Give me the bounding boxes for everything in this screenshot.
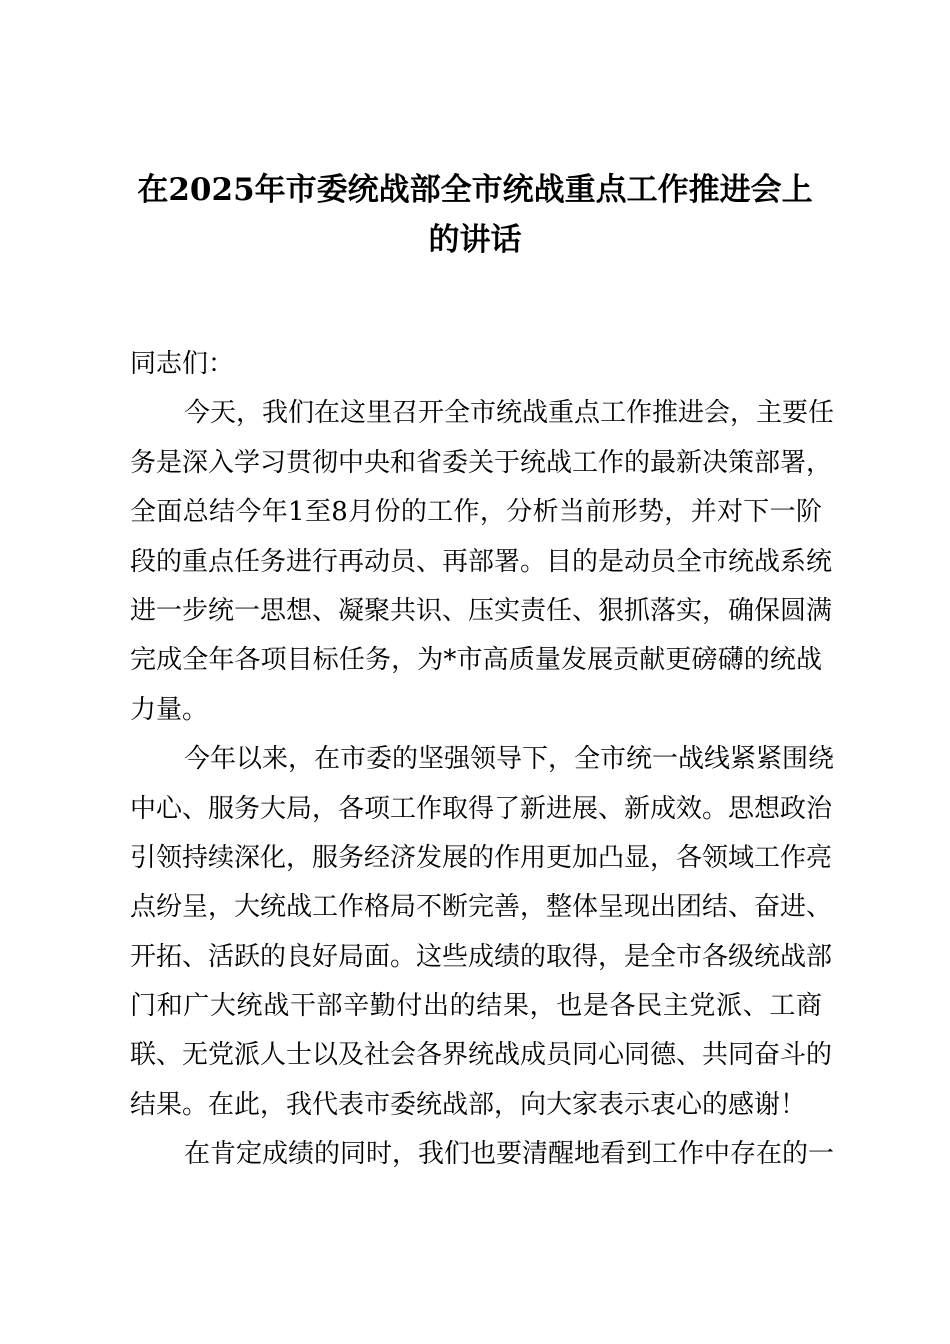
paragraph-line: 点纷呈，大统战工作格局不断完善，整体呈现出团结、奋进、 xyxy=(130,892,833,923)
document-title-line-2: 的讲话 xyxy=(428,222,522,258)
paragraph-line: 在肯定成绩的同时，我们也要清醒地看到工作中存在的一 xyxy=(184,1139,835,1170)
paragraph-line: 中心、服务大局，各项工作取得了新进展、新成效。思想政治 xyxy=(130,793,833,824)
paragraph-line: 开拓、活跃的良好局面。这些成绩的取得，是全市各级统战部 xyxy=(130,941,833,972)
paragraph-line: 今天，我们在这里召开全市统战重点工作推进会，主要任 xyxy=(184,398,835,429)
paragraph-line: 联、无党派人士以及社会各界统战成员同心同德、共同奋斗的 xyxy=(130,1040,833,1071)
paragraph-line: 力量。 xyxy=(130,694,209,725)
paragraph-line: 完成全年各项目标任务，为*市高质量发展贡献更磅礴的统战 xyxy=(130,645,822,676)
paragraph-line: 门和广大统战干部辛勤付出的结果，也是各民主党派、工商 xyxy=(130,991,822,1022)
document-title-line-1: 在2025年市委统战部全市统战重点工作推进会上 xyxy=(137,172,813,208)
paragraph-line: 今年以来，在市委的坚强领导下，全市统一战线紧紧围绕 xyxy=(184,744,835,775)
paragraph-line: 全面总结今年1至8月份的工作，分析当前形势，并对下一阶 xyxy=(130,497,822,528)
paragraph-line: 结果。在此，我代表市委统战部，向大家表示衷心的感谢！ xyxy=(130,1089,807,1120)
paragraph-line: 务是深入学习贯彻中央和省委关于统战工作的最新决策部署， xyxy=(130,447,833,478)
paragraph-line: 段的重点任务进行再动员、再部署。目的是动员全市统战系统 xyxy=(130,546,833,577)
paragraph-line: 进一步统一思想、凝聚共识、压实责任、狠抓落实，确保圆满 xyxy=(130,595,833,626)
salutation: 同志们： xyxy=(130,349,235,379)
document-body xyxy=(130,340,835,1180)
paragraph-line: 引领持续深化，服务经济发展的作用更加凸显，各领域工作亮 xyxy=(130,842,833,873)
